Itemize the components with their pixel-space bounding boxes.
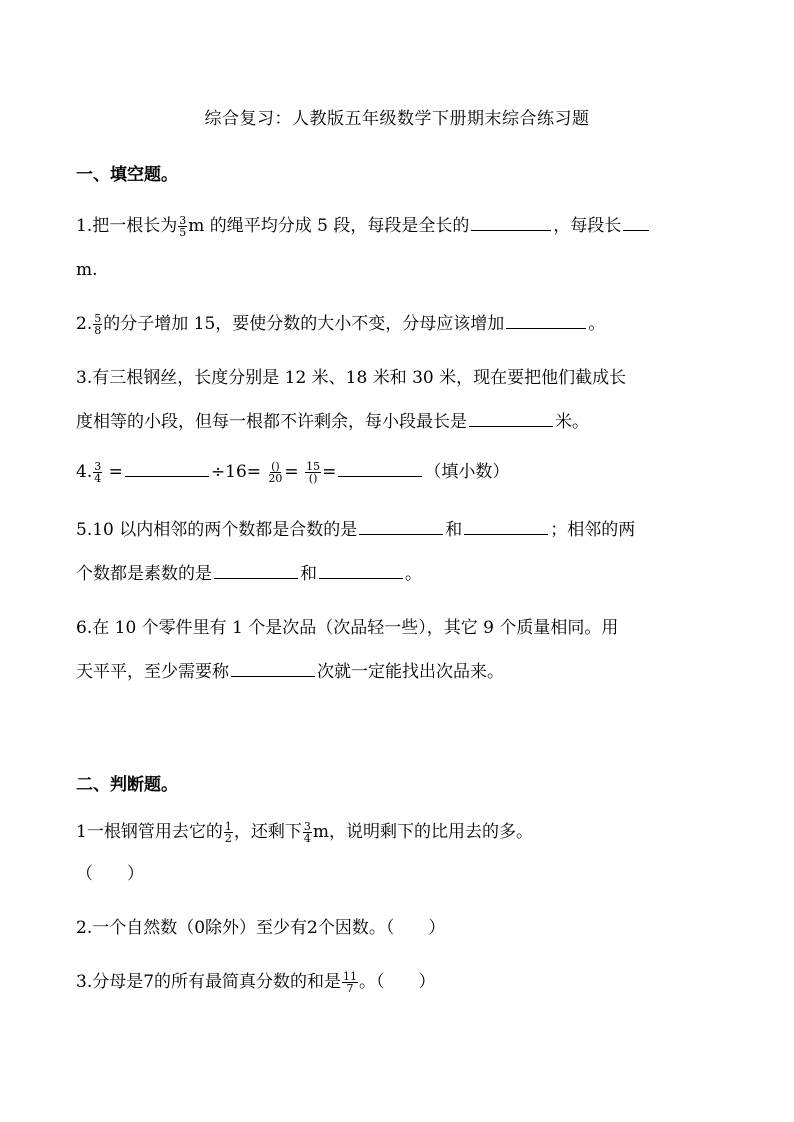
q5-and-1: 和	[445, 520, 463, 540]
question-2	[76, 312, 605, 336]
q5-blank-4[interactable]	[319, 562, 403, 579]
question-4	[76, 460, 509, 484]
q3-text-a: 度相等的小段，但每一根都不许剩余，每小段最长是	[76, 412, 467, 432]
j3-text-b: 。（ ）	[359, 972, 436, 992]
q4-fraction-3: $\frac{15}{()}$	[306, 460, 321, 485]
q2-fraction: $\frac{5}{8}$	[94, 312, 102, 337]
q4-fraction-2: $\frac{()}{20}$	[268, 460, 283, 485]
j3-fraction: $\frac{11}{7}$	[343, 970, 358, 995]
q2-blank[interactable]	[506, 312, 586, 329]
section-heading-true-false: 二、判断题。	[76, 775, 178, 795]
j3-text-a: 3.分母是7的所有最简真分数的和是	[76, 972, 342, 992]
q4-blank-1[interactable]	[125, 460, 209, 477]
q3-text-b: 米。	[555, 412, 589, 432]
q1-blank-1[interactable]	[471, 214, 551, 231]
question-5-line1	[76, 518, 635, 542]
q3-blank[interactable]	[469, 410, 553, 427]
q4-text-a: 4.	[76, 462, 93, 482]
j1-fraction-1: $\frac{1}{2}$	[224, 820, 232, 845]
q5-text-a: 5.10 以内相邻的两个数都是合数的是	[76, 520, 358, 540]
q6-text-b: 次就一定能找出次品来。	[317, 662, 504, 682]
judgement-1-answer[interactable]: （ ）	[76, 864, 144, 884]
q4-equals-1: =	[108, 462, 123, 482]
j1-fraction-2: $\frac{3}{4}$	[303, 820, 311, 845]
q5-text-c: 个数都是素数的是	[76, 564, 212, 584]
q5-text-b: ；相邻的两	[550, 520, 636, 540]
judgement-1	[76, 820, 533, 844]
judgement-2: 2.一个自然数（0除外）至少有2个因数。（ ）	[76, 918, 446, 938]
judgement-3	[76, 970, 436, 994]
q2-text-a: 2.	[76, 314, 93, 334]
j1-text-b: ，还剩下	[233, 822, 302, 842]
q4-fraction-1: $\frac{3}{4}$	[94, 460, 102, 485]
q1-blank-2[interactable]	[623, 214, 649, 231]
q4-blank-2[interactable]	[338, 460, 422, 477]
q4-divide: ÷16=	[210, 462, 262, 482]
q5-blank-2[interactable]	[464, 518, 548, 535]
q1-text-a: 1.把一根长为	[76, 216, 178, 236]
q4-equals-3: =	[322, 462, 337, 482]
question-3-line1: 3.有三根钢丝，长度分别是 12 米、18 米和 30 米，现在要把他们截成长	[76, 368, 627, 388]
q4-note: （填小数）	[424, 462, 510, 482]
q2-text-b: 的分子增加 15，要使分数的大小不变，分母应该增加	[103, 314, 505, 334]
j1-text-c: m，说明剩下的比用去的多。	[312, 822, 533, 842]
q5-blank-3[interactable]	[214, 562, 298, 579]
question-1-cont: m.	[76, 260, 98, 280]
q1-fraction: $\frac{3}{5}$	[179, 214, 187, 239]
question-3-line2	[76, 410, 589, 434]
question-6-line2	[76, 660, 504, 684]
q5-and-2: 和	[300, 564, 317, 584]
q2-text-c: 。	[588, 314, 606, 334]
q1-text-b: m 的绳平均分成 5 段，每段是全长的	[188, 216, 470, 236]
q5-text-d: 。	[405, 564, 422, 584]
section-heading-fill-blank: 一、填空题。	[76, 165, 178, 185]
question-5-line2	[76, 562, 422, 586]
q5-blank-1[interactable]	[359, 518, 443, 535]
q1-text-c: ，每段长	[553, 216, 622, 236]
page-title: 综合复习：人教版五年级数学下册期末综合练习题	[204, 109, 590, 129]
q6-text-a: 天平平，至少需要称	[76, 662, 229, 682]
question-6-line1: 6.在 10 个零件里有 1 个是次品（次品轻一些），其它 9 个质量相同。用	[76, 618, 619, 638]
question-1	[76, 214, 651, 238]
q6-blank[interactable]	[231, 660, 315, 677]
j1-text-a: 1一根钢管用去它的	[76, 822, 223, 842]
q4-equals-2: =	[284, 462, 299, 482]
